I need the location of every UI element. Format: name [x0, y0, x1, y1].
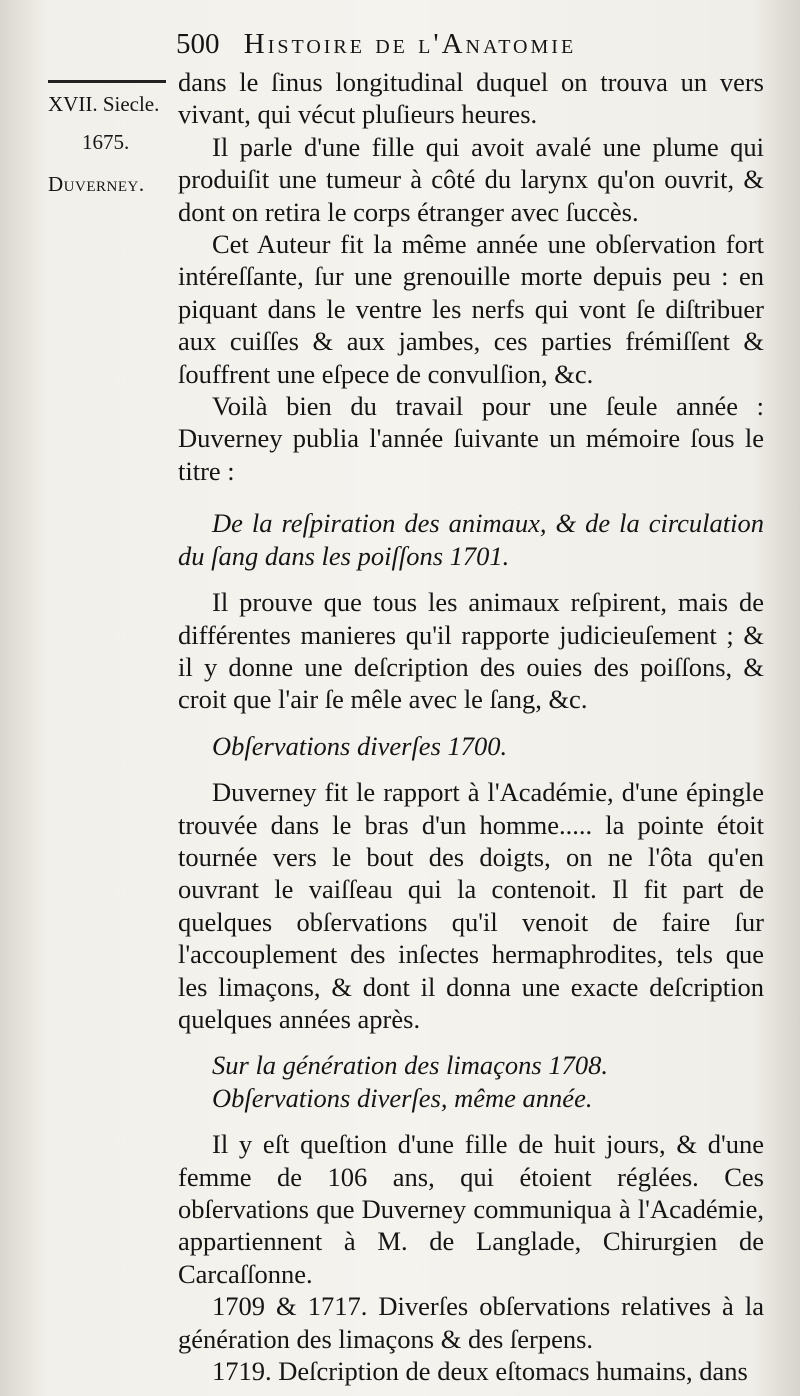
paragraph-swallowed-feather: Il parle d'une fille qui avoit avalé une plume qui produiſit une tumeur à côté du larynx qu'on ouvrit, & dont on retira le corps étranger avec ſuccès. — [178, 131, 764, 227]
title-observations-1700: Obſervations diverſes 1700. — [212, 730, 508, 761]
margin-year: 1675. — [82, 130, 130, 154]
title-observations-meme-annee: Obſervations diverſes, même année. — [212, 1082, 593, 1113]
title-respiration: De la reſpiration des animaux, & de la circulation du ſang dans les poiſſons 1701. — [178, 508, 764, 571]
title-limacons-1708: Sur la génération des limaçons 1708. — [212, 1050, 608, 1081]
margin-rule — [48, 80, 166, 83]
page-number: 500 — [176, 28, 220, 60]
paragraph-respiration: Il prouve que tous les animaux reſpirent, mais de différentes manieres qu'il rapporte judicieuſement ; & il y donne une deſcription des ouies des poiſſons, & croit que l'air ſe mêle avec le ſang, &c. — [178, 587, 764, 715]
running-header — [176, 28, 776, 68]
paragraph-1719: 1719. Deſcription de deux eſtomacs humains, dans — [212, 1356, 748, 1387]
running-title: Histoire de l'Anatomie — [243, 28, 577, 60]
margin-author: Duverney. — [48, 172, 145, 196]
text-body — [178, 66, 764, 1387]
margin-century: XVII. Siecle. — [48, 92, 160, 116]
paragraph-1709-1717: 1709 & 1717. Diverſes obſervations relatives à la génération des limaçons & des ſerpens. — [178, 1291, 764, 1354]
paragraph-epingle: Duverney fit le rapport à l'Académie, d'une épingle trouvée dans le bras d'un homme..... la pointe étoit tournée vers le bout des doigts, on ne l'ôta qu'en ouvrant le vaiſſeau qui la contenoit. Il fit part de quelques obſervations qu'il venoit de faire ſur l'accouplement des inſectes hermaphrodites, tels que les limaçons, & dont il donna une exacte deſcription quelques années après. — [178, 777, 764, 1034]
paragraph-memoire-intro: Voilà bien du travail pour une ſeule année : Duverney publia l'année ſuivante un mémoire ſous le titre : — [178, 391, 764, 486]
paragraph-frog-observation: Cet Auteur fit la même année une obſervation fort intéreſſante, ſur une grenouille morte depuis peu : en piquant dans le ventre les nerfs qui vont ſe diſtribuer aux cuiſſes & aux jambes, ces parties frémiſſent & ſouffrent une eſpece de convulſion, &c. — [178, 229, 764, 389]
paragraph-continuation: dans le ſinus longitudinal duquel on trouva un vers vivant, qui vécut pluſieurs heures. — [178, 67, 764, 130]
paragraph-langlade: Il y eſt queſtion d'une fille de huit jours, & d'une femme de 106 ans, qui étoient réglées. Ces obſervations que Duverney communiqua à l'Académie, appartiennent à M. de Langlade, Chirurgien de Carcaſſonne. — [178, 1129, 764, 1289]
